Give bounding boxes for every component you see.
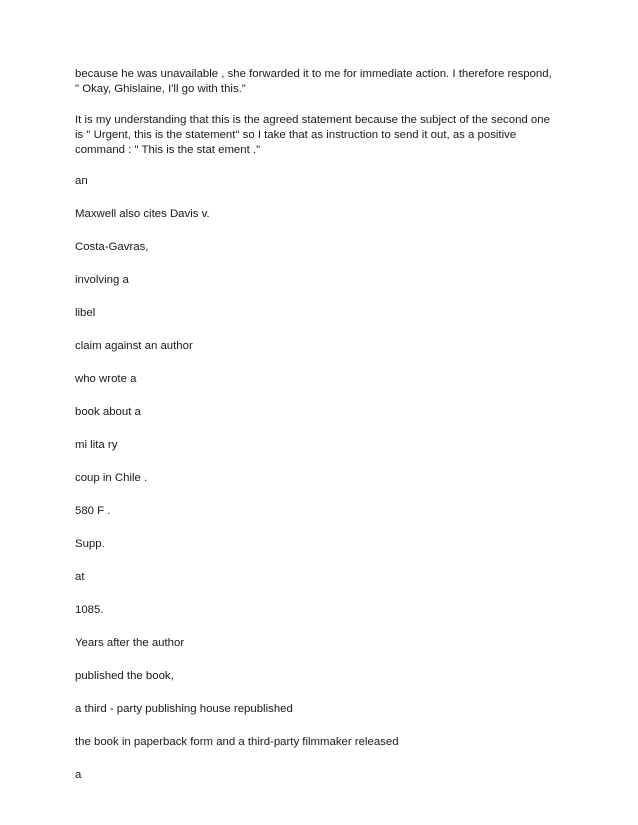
text-fragment: claim against an author — [75, 340, 193, 352]
text-fragment: at — [75, 571, 85, 583]
document-body — [75, 67, 575, 801]
paragraph-email-quote — [75, 67, 575, 97]
text-line: because he was unavailable , she forwarded it to me for immediate action. I therefore respond, — [75, 68, 552, 80]
text-fragment: book about a — [75, 406, 141, 418]
text-fragment: libel — [75, 307, 96, 319]
text-fragment: the book in paperback form and a third-party filmmaker released — [75, 736, 399, 748]
paragraph-understanding — [75, 113, 575, 158]
text-fragment: published the book, — [75, 670, 174, 682]
text-fragment: 580 F . — [75, 505, 111, 517]
text-fragment: 1085. — [75, 604, 104, 616]
text-fragment: mi lita ry — [75, 439, 118, 451]
text-fragment: a — [75, 769, 82, 781]
text-fragment: Costa-Gavras, — [75, 241, 149, 253]
text-fragment: who wrote a — [75, 373, 137, 385]
text-fragment: coup in Chile . — [75, 472, 148, 484]
text-fragment: Maxwell also cites Davis v. — [75, 208, 210, 220]
text-line: It is my understanding that this is the agreed statement because the subject of the second one — [75, 114, 550, 126]
text-line: " Okay, Ghislaine, I'll go with this." — [75, 83, 246, 95]
text-fragment: a third - party publishing house republished — [75, 703, 293, 715]
text-line: is " Urgent, this is the statement" so I take that as instruction to send it out, as a positive — [75, 129, 517, 141]
text-fragment: Years after the author — [75, 637, 185, 649]
text-fragment: an — [75, 175, 88, 187]
text-line: command : " This is the stat ement ." — [75, 144, 261, 156]
text-fragment: Supp. — [75, 538, 105, 550]
text-fragment: involving a — [75, 274, 129, 286]
